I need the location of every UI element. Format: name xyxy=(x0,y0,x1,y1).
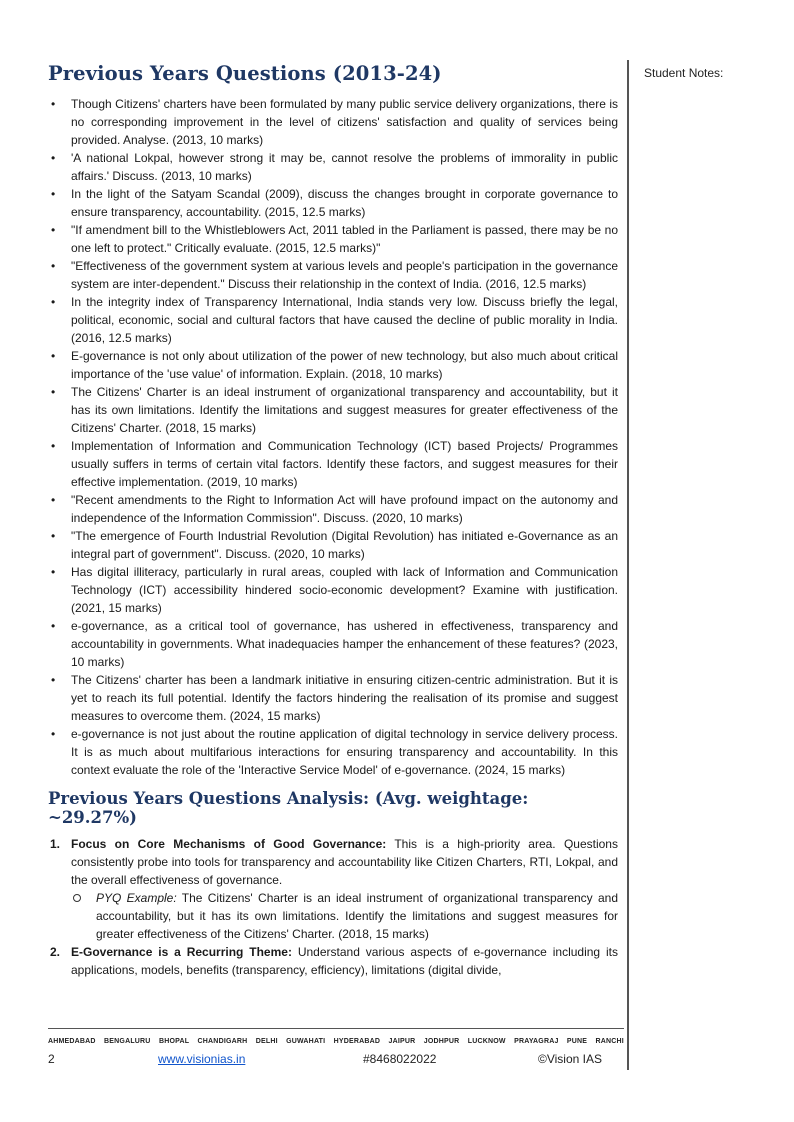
pyq-item xyxy=(48,347,618,383)
pyq-item-text: "Recent amendments to the Right to Information Act will have profound impact on the autonomy and independence of the Information Commission". Discuss. (2020, 10 marks) xyxy=(71,493,618,525)
pyq-item-text: e-governance, as a critical tool of governance, has ushered in effectiveness, transparency and accountability in governments. What inadequacies hamper the enhancement of these features? (2023, 10 marks) xyxy=(71,619,618,669)
pyq-item-text: e-governance is not just about the routine application of digital technology in service delivery process. It is as much about multifarious interactions for ensuring transparency and accountability. In this context evaluate the role of the 'Interactive Service Model' of e-governance. (2024, 15 marks) xyxy=(71,727,618,777)
pyq-item xyxy=(48,437,618,491)
city-name: PUNE xyxy=(566,1038,588,1045)
bullet-icon: • xyxy=(51,493,56,507)
main-content xyxy=(48,62,618,979)
copyright: ©Vision IAS xyxy=(538,1052,602,1066)
pyq-item-text: E-governance is not only about utilization of the power of new technology, but also much about critical importance of the 'use value' of information. Explain. (2018, 10 marks) xyxy=(71,349,618,381)
bullet-icon: • xyxy=(51,295,56,309)
bullet-icon: • xyxy=(51,673,56,687)
point-text: This is a high-priority area. Questions consistently probe into tools for transparency and accountability like Citizen Charters, RTI, Lokpal, and the overall effectiveness of governance. xyxy=(71,837,618,887)
pyq-item xyxy=(48,293,618,347)
analysis-point xyxy=(48,835,618,943)
point-number: 1. xyxy=(50,837,61,851)
city-name: CHANDIGARH xyxy=(197,1038,248,1045)
city-name: RANCHI xyxy=(595,1038,624,1045)
pyq-item xyxy=(48,257,618,293)
website-link[interactable]: www.visionias.in xyxy=(158,1052,246,1066)
pyq-item-text: In the light of the Satyam Scandal (2009), discuss the changes brought in corporate governance to ensure transparency, accountability. (2015, 12.5 marks) xyxy=(71,187,618,219)
phone-number: #8468022022 xyxy=(363,1052,437,1066)
pyq-item-text: The Citizens' Charter is an ideal instrument of organizational transparency and accountability, but it has its own limitations. Identify the limitations and suggest measures for greater effectiveness of the Citizens' Charter. (2018, 15 marks) xyxy=(71,385,618,435)
pyq-item-text: Has digital illiteracy, particularly in rural areas, coupled with lack of Information and Communication Technology (ICT) accessibility hindered socio-economic development? Examine with justification. (2021, 15 marks) xyxy=(71,565,618,615)
city-name: BHOPAL xyxy=(158,1038,190,1045)
pyq-item xyxy=(48,563,618,617)
footer-cities xyxy=(48,1028,624,1045)
point-text: Understand various aspects of e-governance including its applications, models, benefits (transparency, efficiency), limitations (digital divide, xyxy=(71,945,618,977)
analysis-list xyxy=(48,835,618,979)
bullet-icon: • xyxy=(51,565,56,579)
bullet-icon: • xyxy=(51,529,56,543)
city-name: DELHI xyxy=(255,1038,278,1045)
pyq-item xyxy=(48,491,618,527)
bullet-icon: • xyxy=(51,151,56,165)
pyq-item xyxy=(48,185,618,221)
pyq-item xyxy=(48,725,618,779)
pyq-item xyxy=(48,527,618,563)
pyq-item-text: Though Citizens' charters have been formulated by many public service delivery organizations, there is no corresponding improvement in the level of citizens' satisfaction and quality of services being provided. Analyse. (2013, 10 marks) xyxy=(71,97,618,147)
bullet-icon: • xyxy=(51,187,56,201)
point-heading: Focus on Core Mechanisms of Good Governance: xyxy=(71,837,387,851)
city-name: AHMEDABAD xyxy=(48,1038,96,1045)
pyq-item xyxy=(48,221,618,257)
pyq-item-text: The Citizens' charter has been a landmark initiative in ensuring citizen-centric administration. But it is yet to reach its full potential. Identify the factors hindering the realisation of its promise and suggest measures to overcome them. (2024, 15 marks) xyxy=(71,673,618,723)
analysis-point xyxy=(48,943,618,979)
bullet-icon: • xyxy=(51,259,56,273)
pyq-item xyxy=(48,671,618,725)
point-heading: E-Governance is a Recurring Theme: xyxy=(71,945,292,959)
point-number: 2. xyxy=(50,945,61,959)
bullet-icon: • xyxy=(51,349,56,363)
bullet-icon: • xyxy=(51,223,56,237)
pyq-title: Previous Years Questions (2013-24) xyxy=(48,62,442,85)
example-text: The Citizens' Charter is an ideal instrument of organizational transparency and accountability, but it has its own limitations. Identify the limitations and suggest measures for greater effectiveness of the Citizens' Charter. (2018, 15 marks) xyxy=(96,891,618,941)
city-name: BENGALURU xyxy=(104,1038,151,1045)
hollow-bullet-icon xyxy=(73,894,81,902)
pyq-item-text: Implementation of Information and Communication Technology (ICT) based Projects/ Programmes usually suffers in terms of certain vital factors. Identify these factors, and suggest measures for their effective implementation. (2019, 10 marks) xyxy=(71,439,618,489)
analysis-title: Previous Years Questions Analysis: (Avg. weightage: ~29.27%) xyxy=(48,789,529,827)
city-name: LUCKNOW xyxy=(467,1038,506,1045)
city-name: GUWAHATI xyxy=(286,1038,326,1045)
pyq-example xyxy=(71,889,618,943)
city-name: JODHPUR xyxy=(423,1038,460,1045)
bullet-icon: • xyxy=(51,439,56,453)
city-name: PRAYAGRAJ xyxy=(514,1038,559,1045)
bullet-icon: • xyxy=(51,97,56,111)
city-name: JAIPUR xyxy=(388,1038,416,1045)
pyq-item-text: "Effectiveness of the government system at various levels and people's participation in the governance system are inter-dependent." Discuss their relationship in the context of India. (2016, 12.5 marks) xyxy=(71,259,618,291)
pyq-item xyxy=(48,383,618,437)
pyq-list xyxy=(48,95,618,779)
page-number: 2 xyxy=(48,1052,55,1066)
pyq-item-text: "The emergence of Fourth Industrial Revolution (Digital Revolution) has initiated e-Governance as an integral part of government". Discuss. (2020, 10 marks) xyxy=(71,529,618,561)
pyq-item xyxy=(48,149,618,185)
student-notes-label: Student Notes: xyxy=(644,66,724,80)
bullet-icon: • xyxy=(51,727,56,741)
bullet-icon: • xyxy=(51,619,56,633)
pyq-item xyxy=(48,617,618,671)
pyq-item xyxy=(48,95,618,149)
example-label: PYQ Example: xyxy=(96,891,177,905)
notes-divider xyxy=(627,60,629,1070)
pyq-item-text: "If amendment bill to the Whistleblowers Act, 2011 tabled in the Parliament is passed, there may be no one left to protect." Critically evaluate. (2015, 12.5 marks)" xyxy=(71,223,618,255)
pyq-item-text: 'A national Lokpal, however strong it may be, cannot resolve the problems of immorality in public affairs.' Discuss. (2013, 10 marks) xyxy=(71,151,618,183)
city-name: HYDERABAD xyxy=(333,1038,381,1045)
pyq-item-text: In the integrity index of Transparency International, India stands very low. Discuss briefly the legal, political, economic, social and cultural factors that have caused the decline of public morality in India. (2016, 12.5 marks) xyxy=(71,295,618,345)
bullet-icon: • xyxy=(51,385,56,399)
